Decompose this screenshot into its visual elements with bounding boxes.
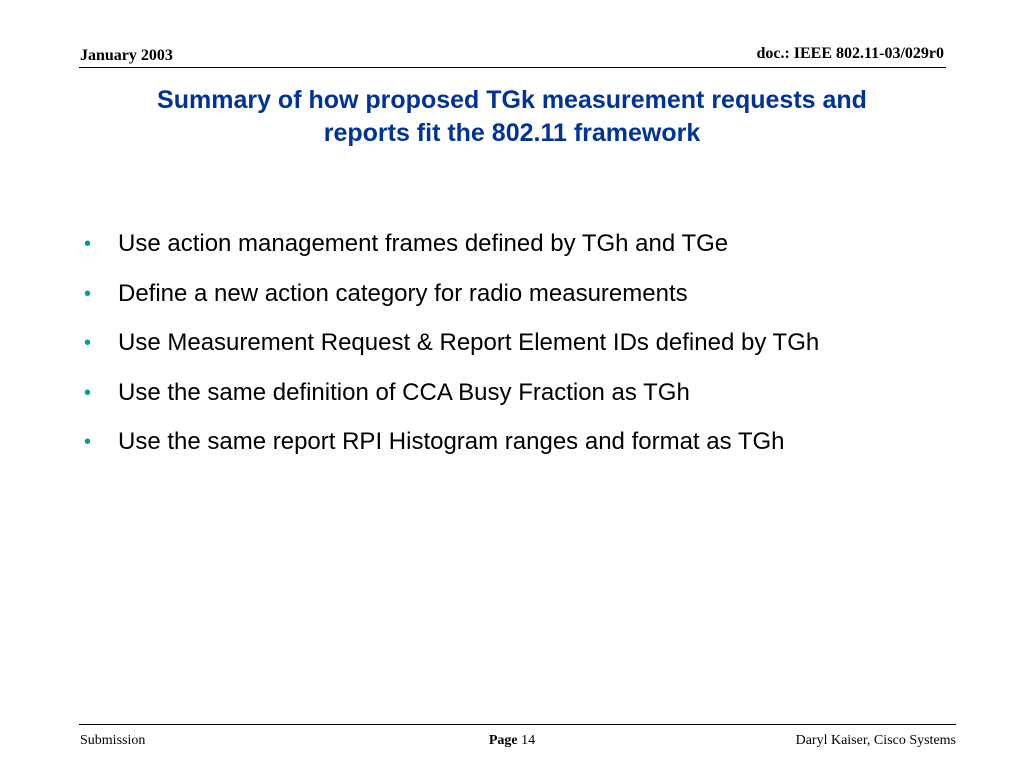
bullet-marker-icon: • [84, 282, 92, 305]
bullet-list [84, 226, 984, 474]
bullet-text: Use the same report RPI Histogram ranges and format as TGh [118, 428, 785, 455]
bullet-text: Use the same definition of CCA Busy Fraction as TGh [118, 378, 690, 406]
slide-title-line-1: Summary of how proposed TGk measurement requests and [157, 86, 867, 114]
footer-page-number [462, 733, 562, 749]
bullet-item [84, 375, 984, 425]
header-doc-id: doc.: IEEE 802.11-03/029r0 [756, 45, 944, 62]
bullet-text: Define a new action category for radio measurements [118, 279, 688, 307]
header-divider [79, 67, 946, 68]
slide-title-line-2: reports fit the 802.11 framework [323, 119, 701, 147]
page-number: 14 [521, 733, 536, 748]
bullet-marker-icon: • [84, 233, 92, 255]
bullet-item [84, 226, 984, 276]
bullet-marker-icon: • [84, 431, 92, 453]
bullet-item [84, 424, 984, 474]
header-date: January 2003 [80, 47, 173, 64]
bullet-marker-icon: • [84, 381, 92, 404]
page-label: Page [488, 733, 518, 748]
slide-title [60, 84, 964, 150]
bullet-marker-icon: • [84, 332, 92, 354]
bullet-text: Use Measurement Request & Report Element IDs defined by TGh [118, 329, 820, 356]
footer-divider [79, 724, 956, 725]
bullet-item [84, 276, 984, 326]
bullet-item [84, 325, 984, 375]
bullet-text: Use action management frames defined by TGh and TGe [118, 230, 729, 257]
footer-author: Daryl Kaiser, Cisco Systems [795, 733, 956, 748]
footer-submission: Submission [80, 733, 146, 748]
